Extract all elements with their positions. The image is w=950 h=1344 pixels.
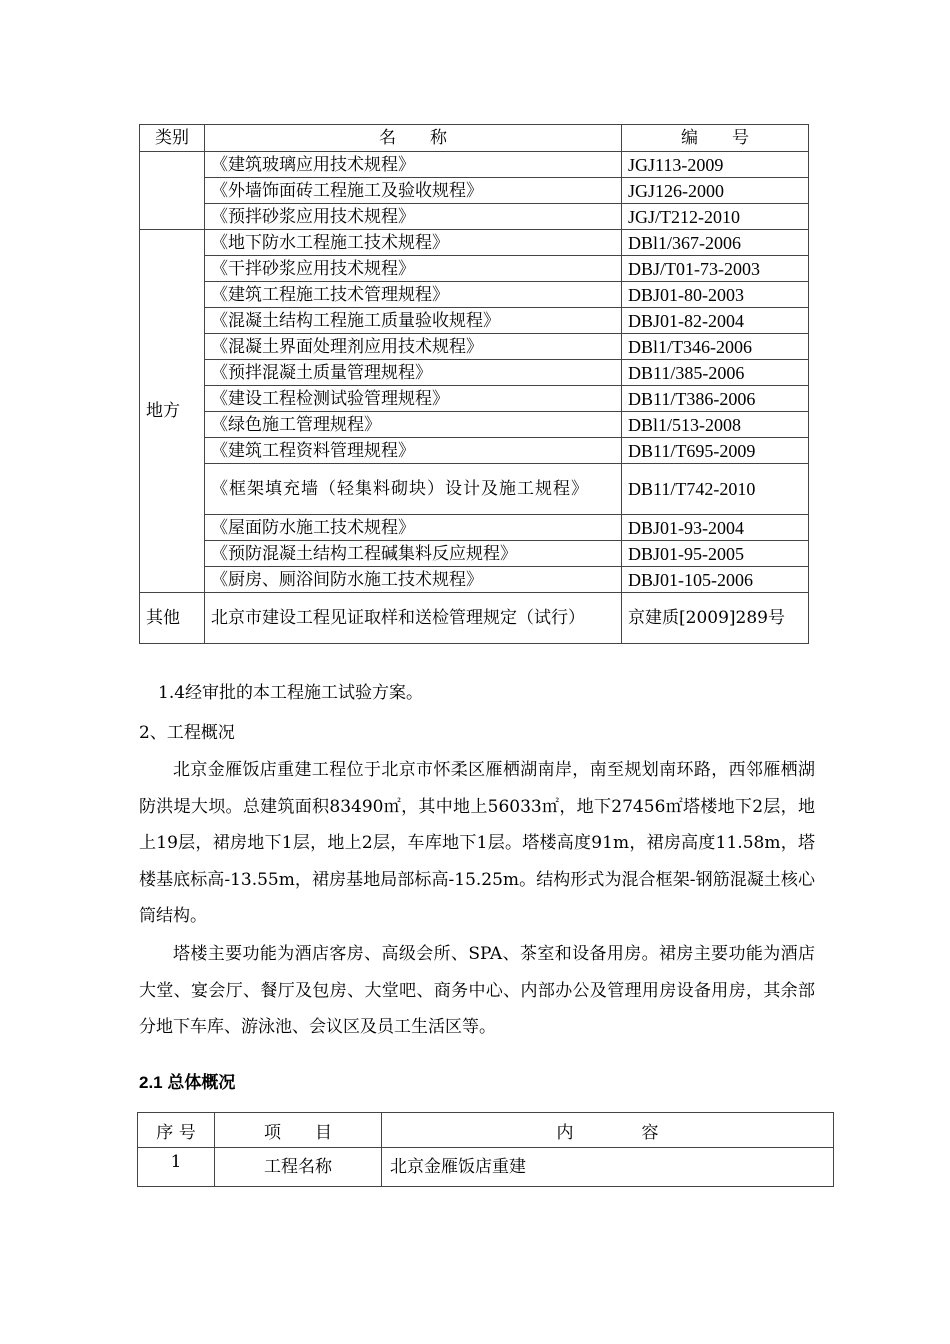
header-content: 内 容 bbox=[382, 1113, 834, 1148]
overview-table bbox=[137, 1112, 834, 1187]
standard-code: JGJ113-2009 bbox=[622, 152, 809, 178]
standard-name: 《厨房、厕浴间防水施工技术规程》 bbox=[205, 567, 622, 593]
table-row bbox=[138, 1148, 834, 1187]
table-row bbox=[140, 256, 809, 282]
table-row bbox=[140, 438, 809, 464]
row-seq: 1 bbox=[138, 1148, 215, 1187]
standard-name: 《外墙饰面砖工程施工及验收规程》 bbox=[205, 178, 622, 204]
standard-name: 《预拌混凝土质量管理规程》 bbox=[205, 360, 622, 386]
standard-code: DBl1/T346-2006 bbox=[622, 334, 809, 360]
table-row bbox=[140, 178, 809, 204]
table-row bbox=[140, 567, 809, 593]
table-row bbox=[140, 541, 809, 567]
paragraph-functions: 塔楼主要功能为酒店客房、高级会所、SPA、茶室和设备用房。裙房主要功能为酒店大堂、宴会厅、餐厅及包房、大堂吧、商务中心、内部办公及管理用房设备用房，其余部分地下车库、游泳池、会议区及员工生活区等。 bbox=[139, 944, 815, 1037]
standard-name: 《预拌砂浆应用技术规程》 bbox=[205, 204, 622, 230]
standard-name: 《干拌砂浆应用技术规程》 bbox=[205, 256, 622, 282]
item-1-4: 1.4经审批的本工程施工试验方案。 bbox=[158, 683, 424, 703]
standard-name: 《地下防水工程施工技术规程》 bbox=[205, 230, 622, 256]
header-seq: 序 号 bbox=[138, 1113, 215, 1148]
standard-code: DBJ01-93-2004 bbox=[622, 515, 809, 541]
header-code: 编 号 bbox=[622, 125, 809, 152]
standard-code: 京建质[2009]289号 bbox=[622, 593, 809, 644]
row-content: 北京金雁饭店重建 bbox=[382, 1148, 834, 1187]
table-row bbox=[140, 593, 809, 644]
category-other: 其他 bbox=[140, 593, 205, 644]
category-cell-empty bbox=[140, 152, 205, 230]
table-row bbox=[140, 360, 809, 386]
standard-name: 《建筑玻璃应用技术规程》 bbox=[205, 152, 622, 178]
category-local: 地方 bbox=[140, 230, 205, 593]
table-row bbox=[140, 308, 809, 334]
section-2-1-title: 2.1 总体概况 bbox=[139, 1073, 236, 1092]
table-row bbox=[140, 152, 809, 178]
standard-name: 北京市建设工程见证取样和送检管理规定（试行） bbox=[205, 593, 622, 644]
table-row bbox=[140, 334, 809, 360]
standard-name: 《屋面防水施工技术规程》 bbox=[205, 515, 622, 541]
standard-name: 《预防混凝土结构工程碱集料反应规程》 bbox=[205, 541, 622, 567]
standard-code: DBl1/367-2006 bbox=[622, 230, 809, 256]
standard-name: 《框架填充墙（轻集料砌块）设计及施工规程》 bbox=[205, 464, 622, 515]
standard-code: JGJ126-2000 bbox=[622, 178, 809, 204]
standard-name: 《绿色施工管理规程》 bbox=[205, 412, 622, 438]
standard-code: DB11/T742-2010 bbox=[622, 464, 809, 515]
standard-code: DB11/T695-2009 bbox=[622, 438, 809, 464]
standard-code: DBJ01-105-2006 bbox=[622, 567, 809, 593]
standard-code: DBJ/T01-73-2003 bbox=[622, 256, 809, 282]
standard-code: DBJ01-95-2005 bbox=[622, 541, 809, 567]
header-category: 类别 bbox=[140, 125, 205, 152]
row-item: 工程名称 bbox=[215, 1148, 382, 1187]
header-item: 项 目 bbox=[215, 1113, 382, 1148]
standard-name: 《建筑工程资料管理规程》 bbox=[205, 438, 622, 464]
table-row bbox=[140, 464, 809, 515]
section-2-title: 2、工程概况 bbox=[139, 723, 235, 743]
table-row bbox=[140, 204, 809, 230]
paragraph-project-location: 北京金雁饭店重建工程位于北京市怀柔区雁栖湖南岸，南至规划南环路，西邻雁栖湖防洪堤大坝。总建筑面积83490㎡，其中地上56033㎡，地下27456㎡塔楼地下2层，地上19层，裙房地下1层，地上2层，车库地下1层。塔楼高度91m，裙房高度11.58m，塔楼基底标高-13.55m，裙房基地局部标高-15.25m。结构形式为混合框架-钢筋混凝土核心筒结构。 bbox=[139, 760, 815, 926]
standard-name: 《混凝土结构工程施工质量验收规程》 bbox=[205, 308, 622, 334]
standard-code: JGJ/T212-2010 bbox=[622, 204, 809, 230]
standards-table bbox=[139, 124, 809, 644]
table-row bbox=[140, 515, 809, 541]
standard-name: 《建设工程检测试验管理规程》 bbox=[205, 386, 622, 412]
table-row bbox=[140, 412, 809, 438]
table-row bbox=[140, 386, 809, 412]
standard-code: DB11/385-2006 bbox=[622, 360, 809, 386]
standard-code: DBJ01-80-2003 bbox=[622, 282, 809, 308]
standard-code: DB11/T386-2006 bbox=[622, 386, 809, 412]
standard-name: 《混凝土界面处理剂应用技术规程》 bbox=[205, 334, 622, 360]
standard-name: 《建筑工程施工技术管理规程》 bbox=[205, 282, 622, 308]
overview-header-row bbox=[138, 1113, 834, 1148]
table-row bbox=[140, 230, 809, 256]
header-name: 名 称 bbox=[205, 125, 622, 152]
table-row bbox=[140, 282, 809, 308]
standard-code: DBl1/513-2008 bbox=[622, 412, 809, 438]
standards-header-row bbox=[140, 125, 809, 152]
standard-code: DBJ01-82-2004 bbox=[622, 308, 809, 334]
